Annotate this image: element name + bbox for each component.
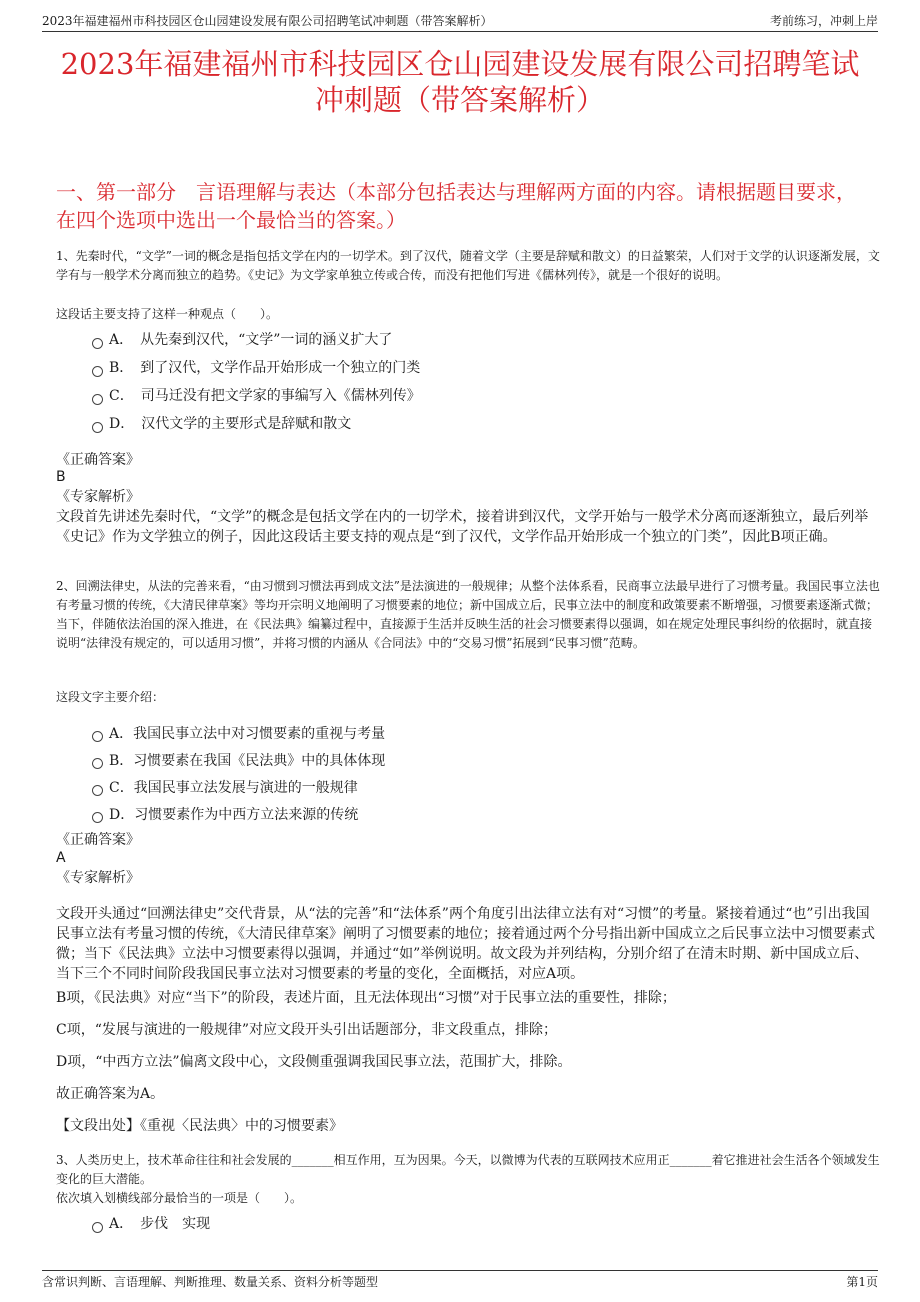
option-d-label: D．习惯要素作为中西方立法来源的传统 [109, 806, 359, 823]
answer-value: A [56, 850, 66, 866]
answer-label: 《正确答案》 [56, 452, 140, 468]
option-a-label: A． 从先秦到汉代，“文学”一词的涵义扩大了 [109, 332, 393, 348]
option-c[interactable] [92, 774, 385, 801]
question-2-stem: 2、回溯法律史，从法的完善来看，“由习惯到习惯法再到成文法”是法演进的一般规律；从整个法体系看，民商事立法最早进行了习惯考量。我国民事立法也有考量习惯的传统，《大清民律草案》等均开宗明义地阐明了习惯要素的地位；新中国成立后，民事立法中的制度和政策要素不断增强，习惯要素逐渐式微；当下，伴随依法治国的深入推进，在《民法典》编纂过程中，直接源于生活并反映生活的社会习惯要素得以强调，如在规定处理民事纠纷的依据时，就直接说明“法律没有规定的，可以适用习惯”，并将习惯的内涵从《合同法》中的“交易习惯”拓展到“民事习惯”范畴。 [56, 579, 880, 650]
header-slogan: 考前练习，冲刺上岸 [769, 14, 878, 28]
radio-icon[interactable] [92, 338, 103, 349]
page-title [40, 46, 880, 118]
option-c-label: C． 司马迁没有把文学家的事编写入《儒林列传》 [109, 388, 421, 404]
option-b[interactable] [92, 354, 421, 382]
option-b-label: B． 到了汉代，文学作品开始形成一个独立的门类 [109, 360, 421, 376]
section-heading: 一、第一部分 言语理解与表达（本部分包括表达与理解两方面的内容。请根据题目要求，在四个选项中选出一个最恰当的答案。） [56, 180, 856, 232]
question-1-stem: 1、先秦时代，“文学”一词的概念是指包括文学在内的一切学术。到了汉代，随着文学（主要是辞赋和散文）的日益繁荣，人们对于文学的认识逐渐发展，文学有与一般学术分离而独立的趋势。《史记》为文学家单独立传或合传，而没有把他们写进《儒林列传》，就是一个很好的说明。 [56, 249, 880, 282]
question-3-ask: 依次填入划横线部分最恰当的一项是（ ）。 [56, 1191, 303, 1205]
option-a[interactable] [92, 720, 385, 747]
answer-value: B [56, 469, 66, 485]
header-divider [42, 31, 878, 32]
option-d[interactable] [92, 801, 385, 828]
question-1-options [92, 326, 421, 438]
option-a[interactable] [92, 326, 421, 354]
option-a-label: A．我国民事立法中对习惯要素的重视与考量 [109, 725, 386, 742]
radio-icon[interactable] [92, 366, 103, 377]
analysis-label: 《专家解析》 [56, 489, 140, 505]
header-title: 2023年福建福州市科技园区仓山园建设发展有限公司招聘笔试冲刺题（带答案解析） [42, 14, 493, 28]
radio-icon[interactable] [92, 785, 103, 796]
page-number: 第1页 [846, 1275, 878, 1289]
analysis-label: 《专家解析》 [56, 870, 140, 886]
option-c-label: C．我国民事立法发展与演进的一般规律 [109, 779, 358, 796]
analysis-option-b: B项，《民法典》对应“当下”的阶段，表述片面，且无法体现出“习惯”对于民事立法的重要性，排除； [56, 990, 676, 1006]
question-3-stem: 3、人类历史上，技术革命往往和社会发展的_______相互作用，互为因果。今天，以微博为代表的互联网技术应用正_______着它推进社会生活各个领域发生变化的巨大潜能。 [56, 1153, 880, 1186]
question-2-options [92, 720, 385, 828]
footer-note: 含常识判断、言语理解、判断推理、数量关系、资料分析等题型 [42, 1275, 379, 1289]
page-title-line2: 冲刺题（带答案解析） [314, 83, 605, 117]
page-title-line1: 2023年福建福州市科技园区仓山园建设发展有限公司招聘笔试 [60, 47, 860, 81]
option-b[interactable] [92, 747, 385, 774]
analysis-text: 文段开头通过“回溯法律史”交代背景，从“法的完善”和“法体系”两个角度引出法律立法有对“习惯”的考量。紧接着通过“也”引出我国民事立法有考量习惯的传统，《大清民律草案》阐明了习惯要素的地位；接着通过两个分号指出新中国成立之后民事立法中习惯要素式微；当下《民法典》立法中习惯要素得以强调，并通过“如”举例说明。故文段为并列结构，分别介绍了在清末时期、新中国成立后、当下三个不同时间阶段我国民事立法对习惯要素的考量的变化，全面概括，对应A项。 [56, 906, 875, 982]
footer-divider [42, 1270, 878, 1271]
radio-icon[interactable] [92, 1222, 103, 1233]
question-2-ask: 这段文字主要介绍： [56, 690, 165, 704]
option-a-label: A． 步伐 实现 [109, 1216, 211, 1232]
analysis-text: 文段首先讲述先秦时代，“文学”的概念是包括文学在内的一切学术，接着讲到汉代，文学开始与一般学术分离而逐渐独立，最后列举《史记》作为文学独立的例子，因此这段话主要支持的观点是“到了汉代，文学作品开始形成一个独立的门类”，因此B项正确。 [56, 509, 869, 545]
analysis-option-d: D项，“中西方立法”偏离文段中心，文段侧重强调我国民事立法，范围扩大，排除。 [56, 1054, 572, 1070]
option-d-label: D． 汉代文学的主要形式是辞赋和散文 [109, 416, 352, 432]
option-b-label: B．习惯要素在我国《民法典》中的具体体现 [109, 752, 386, 769]
analysis-conclusion: 故正确答案为A。 [56, 1086, 165, 1102]
question-3-options [92, 1212, 210, 1236]
radio-icon[interactable] [92, 812, 103, 823]
radio-icon[interactable] [92, 731, 103, 742]
passage-source: 【文段出处】《重视〈民法典〉中的习惯要素》 [56, 1118, 343, 1134]
analysis-option-c: C项，“发展与演进的一般规律”对应文段开头引出话题部分，非文段重点，排除； [56, 1022, 558, 1038]
question-1-ask: 这段话主要支持了这样一种观点（ ）。 [56, 307, 279, 321]
radio-icon[interactable] [92, 422, 103, 433]
option-d[interactable] [92, 410, 421, 438]
radio-icon[interactable] [92, 758, 103, 769]
radio-icon[interactable] [92, 394, 103, 405]
option-a[interactable] [92, 1212, 210, 1236]
answer-label: 《正确答案》 [56, 832, 140, 848]
option-c[interactable] [92, 382, 421, 410]
